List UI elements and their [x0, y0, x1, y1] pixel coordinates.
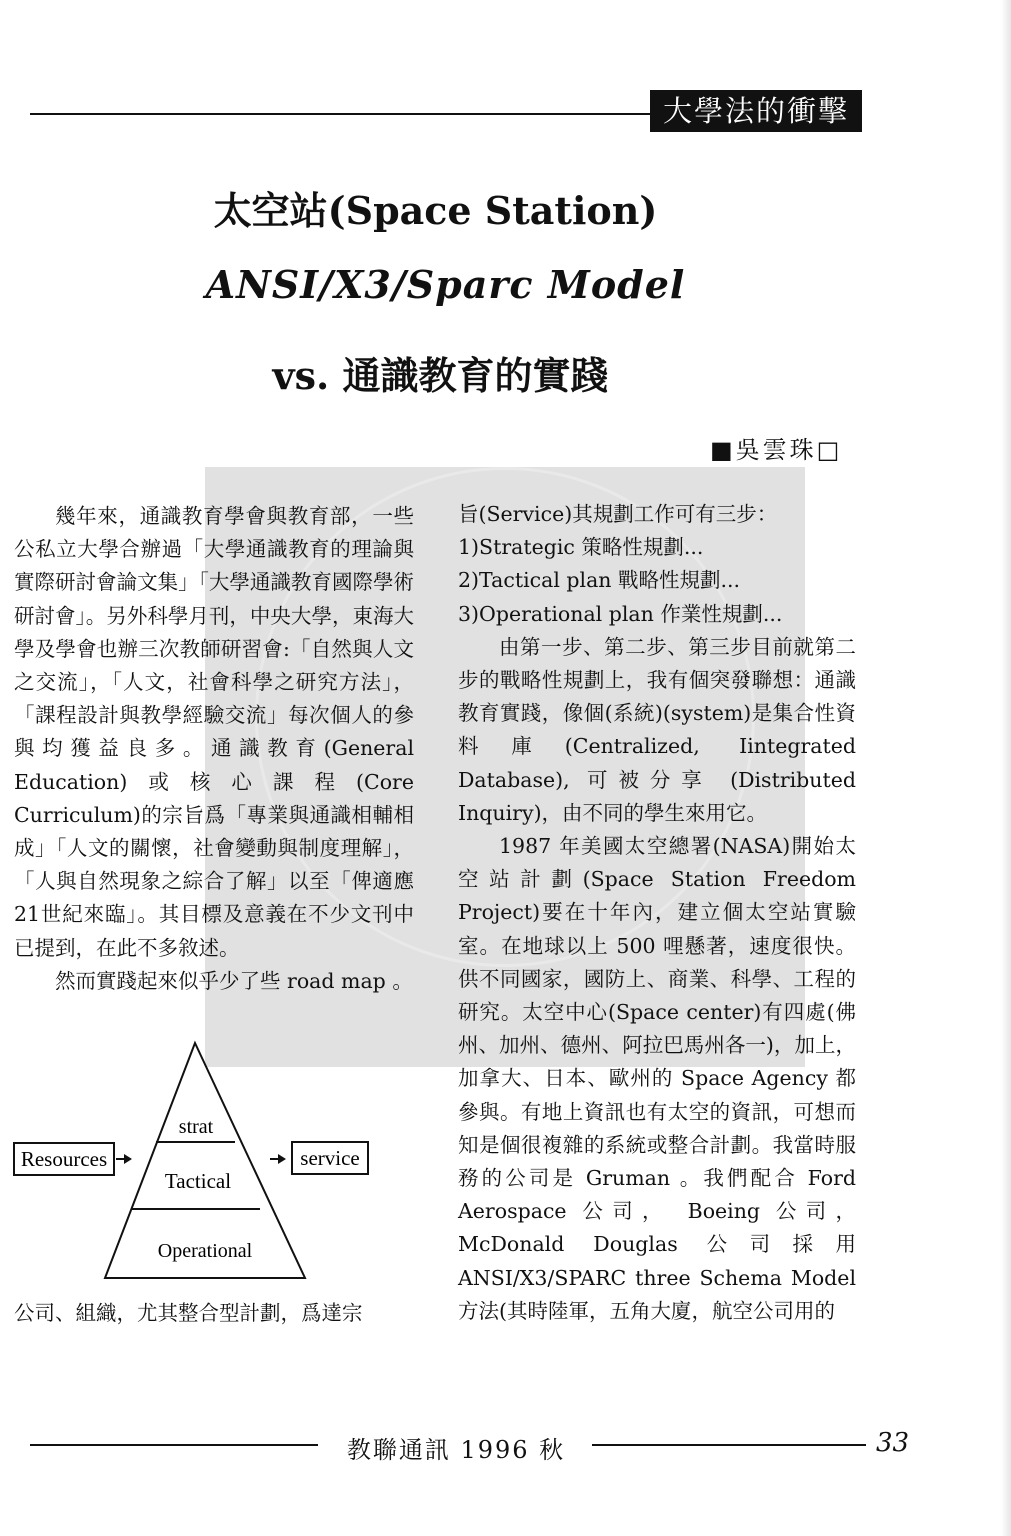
strat-label: strat — [178, 1116, 214, 1138]
tactical-label: Tactical — [164, 1169, 232, 1193]
planning-pyramid-diagram — [10, 1040, 380, 1285]
page-edge-shadow — [1001, 0, 1011, 1536]
resources-arrow-head — [124, 1154, 132, 1164]
body-line: 旨(Service)其規劃工作可有三步： — [458, 502, 778, 526]
journal-name: 教聯通訊 1996 秋 — [346, 1436, 566, 1464]
body-paragraph: 然而實踐起來似乎少了些 road map 。 — [55, 968, 413, 993]
service-arrow-head — [278, 1154, 286, 1164]
author-byline: ■吳雲珠□ — [710, 436, 843, 464]
planning-step: 3)Operational plan 作業性規劃... — [458, 601, 783, 626]
body-paragraph: 1987 年美國太空總署(NASA)開始太空站計劃(Space Station Freedom Project)要在十年內，建立個太空站實驗室。在地球以上 500 哩懸著，速度很快。供不同國家，國防上、商業、科學、工程的研究。太空中心(Space center)有四處(佛州、加州、德州、阿拉巴馬州各一)，加上，加拿大、日本、歐州的 Space Agency 都參與。有地上資訊也有太空的資訊，可想而知是個很複雜的系統或整合計劃。我當時服務的公司是 Gruman 。我們配合 Ford Aerospace 公司， Boeing 公司， McDonald Douglas 公司採用 ANSI/X3/SPARC three Schema Model 方法(其時陸軍，五角大廈，航空公司用的 — [458, 834, 856, 1323]
footer-rule-right — [592, 1444, 866, 1446]
body-paragraph: 由第一步、第二步、第三步目前就第二步的戰略性規劃上，我有個突發聯想：通識教育實踐，像個(系統)(system)是集合性資料庫(Centralized, Iintegrated Database), 可被分享 (Distributed Inquiry)，由不同的學生來用它。 — [458, 634, 856, 825]
resources-label: Resources — [20, 1147, 108, 1171]
title-line-3: vs. 通識教育的實踐 — [272, 353, 609, 398]
body-paragraph: 公司、組織，尤其整合型計劃，爲達宗 — [14, 1301, 363, 1325]
title-line-2: ANSI/X3/Sparc Model — [205, 262, 686, 307]
title-line-1: 太空站(Space Station) — [213, 188, 658, 233]
body-paragraph: 幾年來，通識教育學會與教育部，一些公私立大學合辦過「大學通識教育的理論與實際研討會論文集」「大學通識教育國際學術研討會」。另外科學月刊，中央大學，東海大學及學會也辦三次教師研習會:「自然與人文之交流」，「人文，社會科學之研究方法」，「課程設計與教學經驗交流」每次個人的參與均獲益良多。通識教育(General Education)或核心課程(Core Curriculum)的宗旨爲「專業與通識相輔相成」「人文的關懷，社會變動與制度理解」，「人與自然現象之綜合了解」以至「俾適應21世紀來臨」。其目標及意義在不少文刊中已提到，在此不多敘述。 — [14, 504, 414, 960]
section-tag: 大學法的衝擊 — [650, 90, 862, 132]
service-label: service — [300, 1146, 360, 1170]
page-number: 33 — [876, 1428, 910, 1458]
operational-label: Operational — [157, 1240, 253, 1262]
right-column — [458, 498, 856, 1328]
planning-step: 2)Tactical plan 戰略性規劃... — [458, 568, 741, 593]
left-column-bottom — [14, 1297, 414, 1330]
planning-step: 1)Strategic 策略性規劃... — [458, 535, 704, 560]
left-column — [14, 500, 414, 998]
header-rule — [30, 113, 652, 115]
footer-rule-left — [30, 1444, 318, 1446]
